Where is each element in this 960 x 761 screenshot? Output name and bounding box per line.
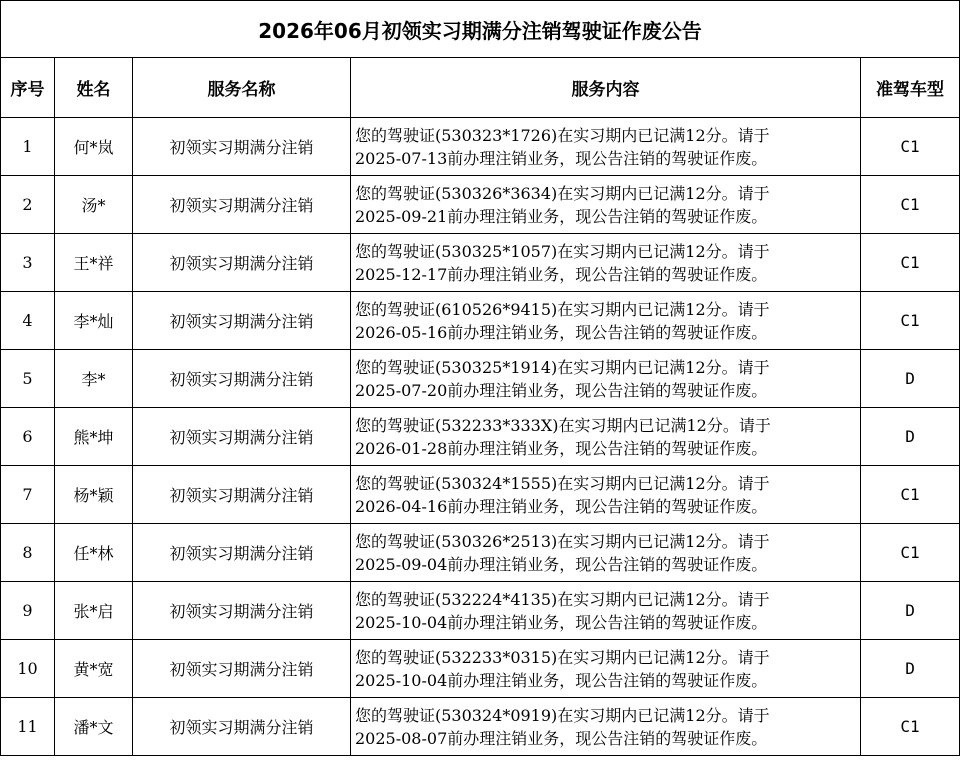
cell-seq: 6	[1, 408, 55, 466]
cell-service-content	[351, 234, 861, 292]
cell-name: 任*林	[55, 524, 133, 582]
content-line-2: 2025-07-20前办理注销业务，现公告注销的驾驶证作废。	[355, 380, 768, 400]
cell-seq: 3	[1, 234, 55, 292]
cell-service-name: 初领实习期满分注销	[133, 640, 351, 698]
cell-service-content	[351, 292, 861, 350]
content-line-1: 您的驾驶证(532224*4135)在实习期内已记满12分。请于	[355, 589, 770, 609]
cell-seq: 5	[1, 350, 55, 408]
header-vehicle-class: 准驾车型	[861, 58, 960, 118]
content-line-1: 您的驾驶证(532233*333X)在实习期内已记满12分。请于	[355, 415, 771, 435]
cell-vehicle-class: C1	[861, 466, 960, 524]
cell-vehicle-class: C1	[861, 292, 960, 350]
cell-seq: 10	[1, 640, 55, 698]
header-name: 姓名	[55, 58, 133, 118]
cell-name: 汤*	[55, 176, 133, 234]
cell-service-name: 初领实习期满分注销	[133, 234, 351, 292]
cell-seq: 4	[1, 292, 55, 350]
content-line-2: 2025-08-07前办理注销业务，现公告注销的驾驶证作废。	[355, 728, 768, 748]
content-line-2: 2025-10-04前办理注销业务，现公告注销的驾驶证作废。	[355, 612, 768, 632]
cell-name: 黄*宽	[55, 640, 133, 698]
header-row	[1, 58, 960, 118]
content-line-2: 2026-04-16前办理注销业务，现公告注销的驾驶证作废。	[355, 496, 768, 516]
cell-seq: 9	[1, 582, 55, 640]
cell-vehicle-class: D	[861, 582, 960, 640]
cell-service-name: 初领实习期满分注销	[133, 582, 351, 640]
cell-name: 熊*坤	[55, 408, 133, 466]
cell-service-name: 初领实习期满分注销	[133, 698, 351, 756]
table-row	[1, 408, 960, 466]
content-line-2: 2025-09-21前办理注销业务，现公告注销的驾驶证作废。	[355, 206, 768, 226]
cell-service-content	[351, 408, 861, 466]
cell-name: 李*灿	[55, 292, 133, 350]
cell-seq: 11	[1, 698, 55, 756]
table-row	[1, 640, 960, 698]
cell-service-name: 初领实习期满分注销	[133, 118, 351, 176]
table-row	[1, 698, 960, 756]
cell-vehicle-class: C1	[861, 524, 960, 582]
cell-vehicle-class: C1	[861, 234, 960, 292]
cell-name: 何*岚	[55, 118, 133, 176]
content-line-1: 您的驾驶证(530326*3634)在实习期内已记满12分。请于	[355, 183, 770, 203]
cell-service-content	[351, 466, 861, 524]
content-line-1: 您的驾驶证(530326*2513)在实习期内已记满12分。请于	[355, 531, 770, 551]
cell-service-content	[351, 118, 861, 176]
page-title: 2026年06月初领实习期满分注销驾驶证作废公告	[1, 1, 960, 58]
content-line-1: 您的驾驶证(530325*1914)在实习期内已记满12分。请于	[355, 357, 770, 377]
table-row	[1, 292, 960, 350]
cell-seq: 2	[1, 176, 55, 234]
table-row	[1, 466, 960, 524]
content-line-2: 2025-07-13前办理注销业务，现公告注销的驾驶证作废。	[355, 148, 768, 168]
cell-service-name: 初领实习期满分注销	[133, 466, 351, 524]
content-line-2: 2025-12-17前办理注销业务，现公告注销的驾驶证作废。	[355, 264, 768, 284]
cell-name: 王*祥	[55, 234, 133, 292]
cell-service-content	[351, 698, 861, 756]
cell-vehicle-class: D	[861, 408, 960, 466]
cell-vehicle-class: C1	[861, 118, 960, 176]
cell-vehicle-class: D	[861, 640, 960, 698]
cell-service-content	[351, 524, 861, 582]
table-row	[1, 350, 960, 408]
content-line-1: 您的驾驶证(530323*1726)在实习期内已记满12分。请于	[355, 125, 770, 145]
content-line-1: 您的驾驶证(530325*1057)在实习期内已记满12分。请于	[355, 241, 770, 261]
cell-name: 张*启	[55, 582, 133, 640]
header-service-content: 服务内容	[351, 58, 861, 118]
cell-service-content	[351, 176, 861, 234]
cell-service-content	[351, 582, 861, 640]
cell-name: 潘*文	[55, 698, 133, 756]
cell-vehicle-class: D	[861, 350, 960, 408]
content-line-1: 您的驾驶证(530324*1555)在实习期内已记满12分。请于	[355, 473, 770, 493]
content-line-2: 2025-09-04前办理注销业务，现公告注销的驾驶证作废。	[355, 554, 768, 574]
content-line-2: 2026-05-16前办理注销业务，现公告注销的驾驶证作废。	[355, 322, 768, 342]
cell-seq: 7	[1, 466, 55, 524]
table-row	[1, 118, 960, 176]
cell-service-name: 初领实习期满分注销	[133, 524, 351, 582]
header-service-name: 服务名称	[133, 58, 351, 118]
header-seq: 序号	[1, 58, 55, 118]
cell-seq: 8	[1, 524, 55, 582]
table-row	[1, 234, 960, 292]
cell-seq: 1	[1, 118, 55, 176]
cell-service-content	[351, 350, 861, 408]
cell-service-name: 初领实习期满分注销	[133, 350, 351, 408]
cell-service-name: 初领实习期满分注销	[133, 408, 351, 466]
content-line-1: 您的驾驶证(610526*9415)在实习期内已记满12分。请于	[355, 299, 770, 319]
table-row	[1, 524, 960, 582]
content-line-2: 2025-10-04前办理注销业务，现公告注销的驾驶证作废。	[355, 670, 768, 690]
cell-name: 杨*颖	[55, 466, 133, 524]
content-line-2: 2026-01-28前办理注销业务，现公告注销的驾驶证作废。	[355, 438, 768, 458]
cell-service-name: 初领实习期满分注销	[133, 176, 351, 234]
cell-vehicle-class: C1	[861, 176, 960, 234]
cell-service-content	[351, 640, 861, 698]
content-line-1: 您的驾驶证(530324*0919)在实习期内已记满12分。请于	[355, 705, 770, 725]
cell-service-name: 初领实习期满分注销	[133, 292, 351, 350]
cell-name: 李*	[55, 350, 133, 408]
table-row	[1, 176, 960, 234]
table-row	[1, 582, 960, 640]
cell-vehicle-class: C1	[861, 698, 960, 756]
content-line-1: 您的驾驶证(532233*0315)在实习期内已记满12分。请于	[355, 647, 770, 667]
